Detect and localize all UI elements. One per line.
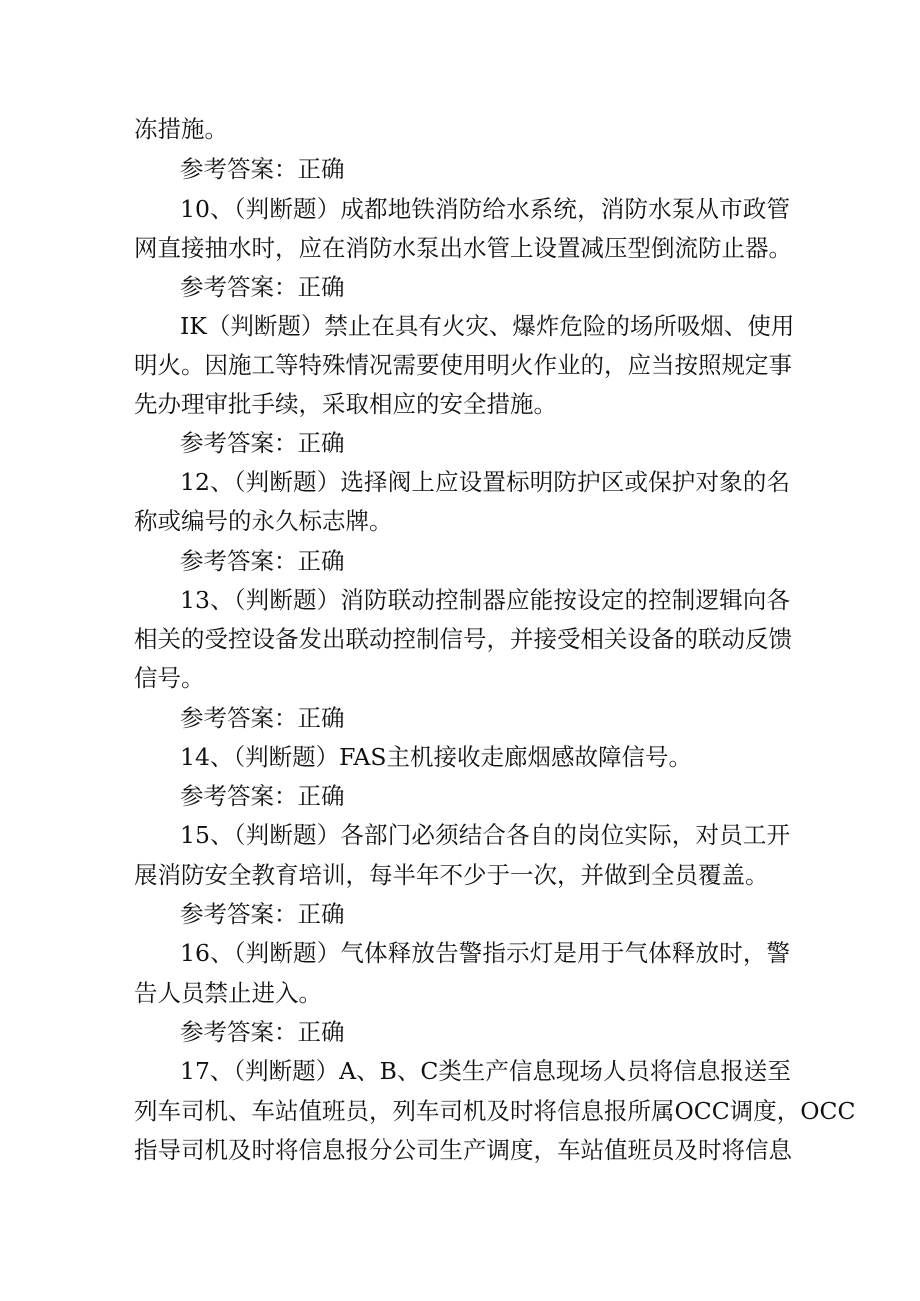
question-line: 网直接抽水时，应在消防水泵出水管上设置减压型倒流防止器。 — [134, 234, 792, 262]
question-line: IK（判断题）禁止在具有火灾、爆炸危险的场所吸烟、使用 — [180, 312, 795, 340]
answer-line: 参考答案：正确 — [180, 782, 345, 810]
question-line: 14、（判断题）FAS主机接收走廊烟感故障信号。 — [180, 743, 692, 771]
question-line: 17、（判断题）A、B、C类生产信息现场人员将信息报送至 — [180, 1057, 791, 1085]
question-line: 15、（判断题）各部门必须结合各自的岗位实际，对员工开 — [180, 821, 790, 849]
question-line: 明火。因施工等特殊情况需要使用明火作业的，应当按照规定事 — [134, 351, 792, 379]
answer-line: 参考答案：正确 — [180, 1018, 345, 1046]
question-line: 指导司机及时将信息报分公司生产调度，车站值班员及时将信息 — [134, 1136, 792, 1164]
question-line: 16、（判断题）气体释放告警指示灯是用于气体释放时，警 — [180, 939, 790, 967]
question-line: 13、（判断题）消防联动控制器应能按设定的控制逻辑向各 — [180, 586, 790, 614]
question-line: 12、（判断题）选择阀上应设置标明防护区或保护对象的名 — [180, 468, 790, 496]
question-line: 先办理审批手续，采取相应的安全措施。 — [134, 390, 557, 418]
question-line: 称或编号的永久标志牌。 — [134, 507, 393, 535]
answer-line: 参考答案：正确 — [180, 273, 345, 301]
answer-line: 参考答案：正确 — [180, 547, 345, 575]
question-line: 相关的受控设备发出联动控制信号，并接受相关设备的联动反馈 — [134, 625, 792, 653]
answer-line: 参考答案：正确 — [180, 429, 345, 457]
question-line: 10、（判断题）成都地铁消防给水系统，消防水泵从市政管 — [180, 195, 790, 223]
question-line: 告人员禁止进入。 — [134, 979, 322, 1007]
answer-line: 参考答案：正确 — [180, 155, 345, 183]
question-line: 展消防安全教育培训，每半年不少于一次，并做到全员覆盖。 — [134, 861, 769, 889]
question-line: 冻措施。 — [134, 115, 228, 143]
question-line: 信号。 — [134, 664, 205, 692]
question-line: 列车司机、车站值班员，列车司机及时将信息报所属OCC调度，OCC — [134, 1097, 856, 1125]
answer-line: 参考答案：正确 — [180, 704, 345, 732]
answer-line: 参考答案：正确 — [180, 900, 345, 928]
